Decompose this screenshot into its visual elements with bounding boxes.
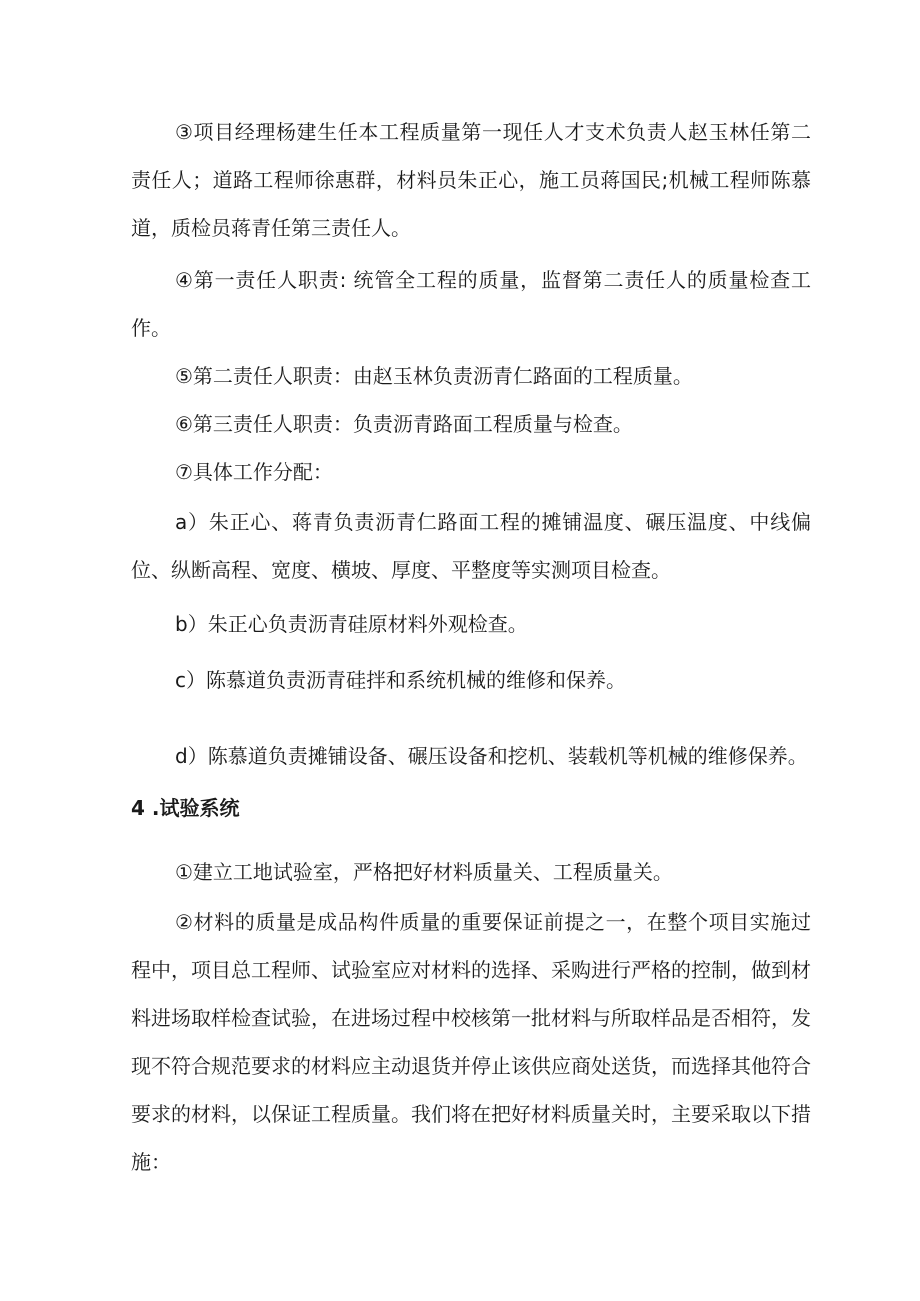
paragraph-first-responsibility: ④第一责任人职责: 统管全工程的质量，监督第二责任人的质量检查工作。 — [131, 268, 811, 340]
paragraph-second-responsibility: ⑤第二责任人职责：由赵玉林负责沥青仁路面的工程质量。 — [175, 364, 693, 388]
paragraph-responsibility-assignment: ③项目经理杨建生任本工程质量第一现任人才支术负责人赵玉林任第二责任人；道路工程师徐惠群，材料员朱正心，施工员蒋国民;机械工程师陈慕道，质检员蒋青任第三责任人。 — [131, 120, 811, 240]
paragraph-establish-lab: ①建立工地试验室，严格把好材料质量关、工程质量关。 — [175, 860, 673, 884]
list-item-c: c）陈慕道负责沥青硅拌和系统机械的维修和保养。 — [175, 668, 626, 692]
list-item-a: a）朱正心、蒋青负责沥青仁路面工程的摊铺温度、碾压温度、中线偏位、纵断高程、宽度、横坡、厚度、平整度等实测项目检查。 — [131, 510, 811, 582]
section-heading-testing-system: 4 .试验系统 — [131, 796, 240, 820]
list-item-b: b）朱正心负责沥青硅原材料外观检查。 — [175, 612, 528, 636]
paragraph-work-allocation: ⑦具体工作分配： — [175, 460, 333, 484]
paragraph-material-quality: ②材料的质量是成品构件质量的重要保证前提之一，在整个项目实施过程中，项目总工程师、试验室应对材料的选择、采购进行严格的控制，做到材料进场取样检查试验，在进场过程中校核第一批材料与所取样品是否相符，发现不符合规范要求的材料应主动退货并停止该供应商处送货，而选择其他符合要求的材料，以保证工程质量。我们将在把好材料质量关时，主要采取以下措施： — [131, 910, 811, 1174]
list-item-d: d）陈慕道负责摊铺设备、碾压设备和挖机、装载机等机械的维修保养。 — [175, 744, 808, 768]
paragraph-third-responsibility: ⑥第三责任人职责：负责沥青路面工程质量与检查。 — [175, 412, 633, 436]
